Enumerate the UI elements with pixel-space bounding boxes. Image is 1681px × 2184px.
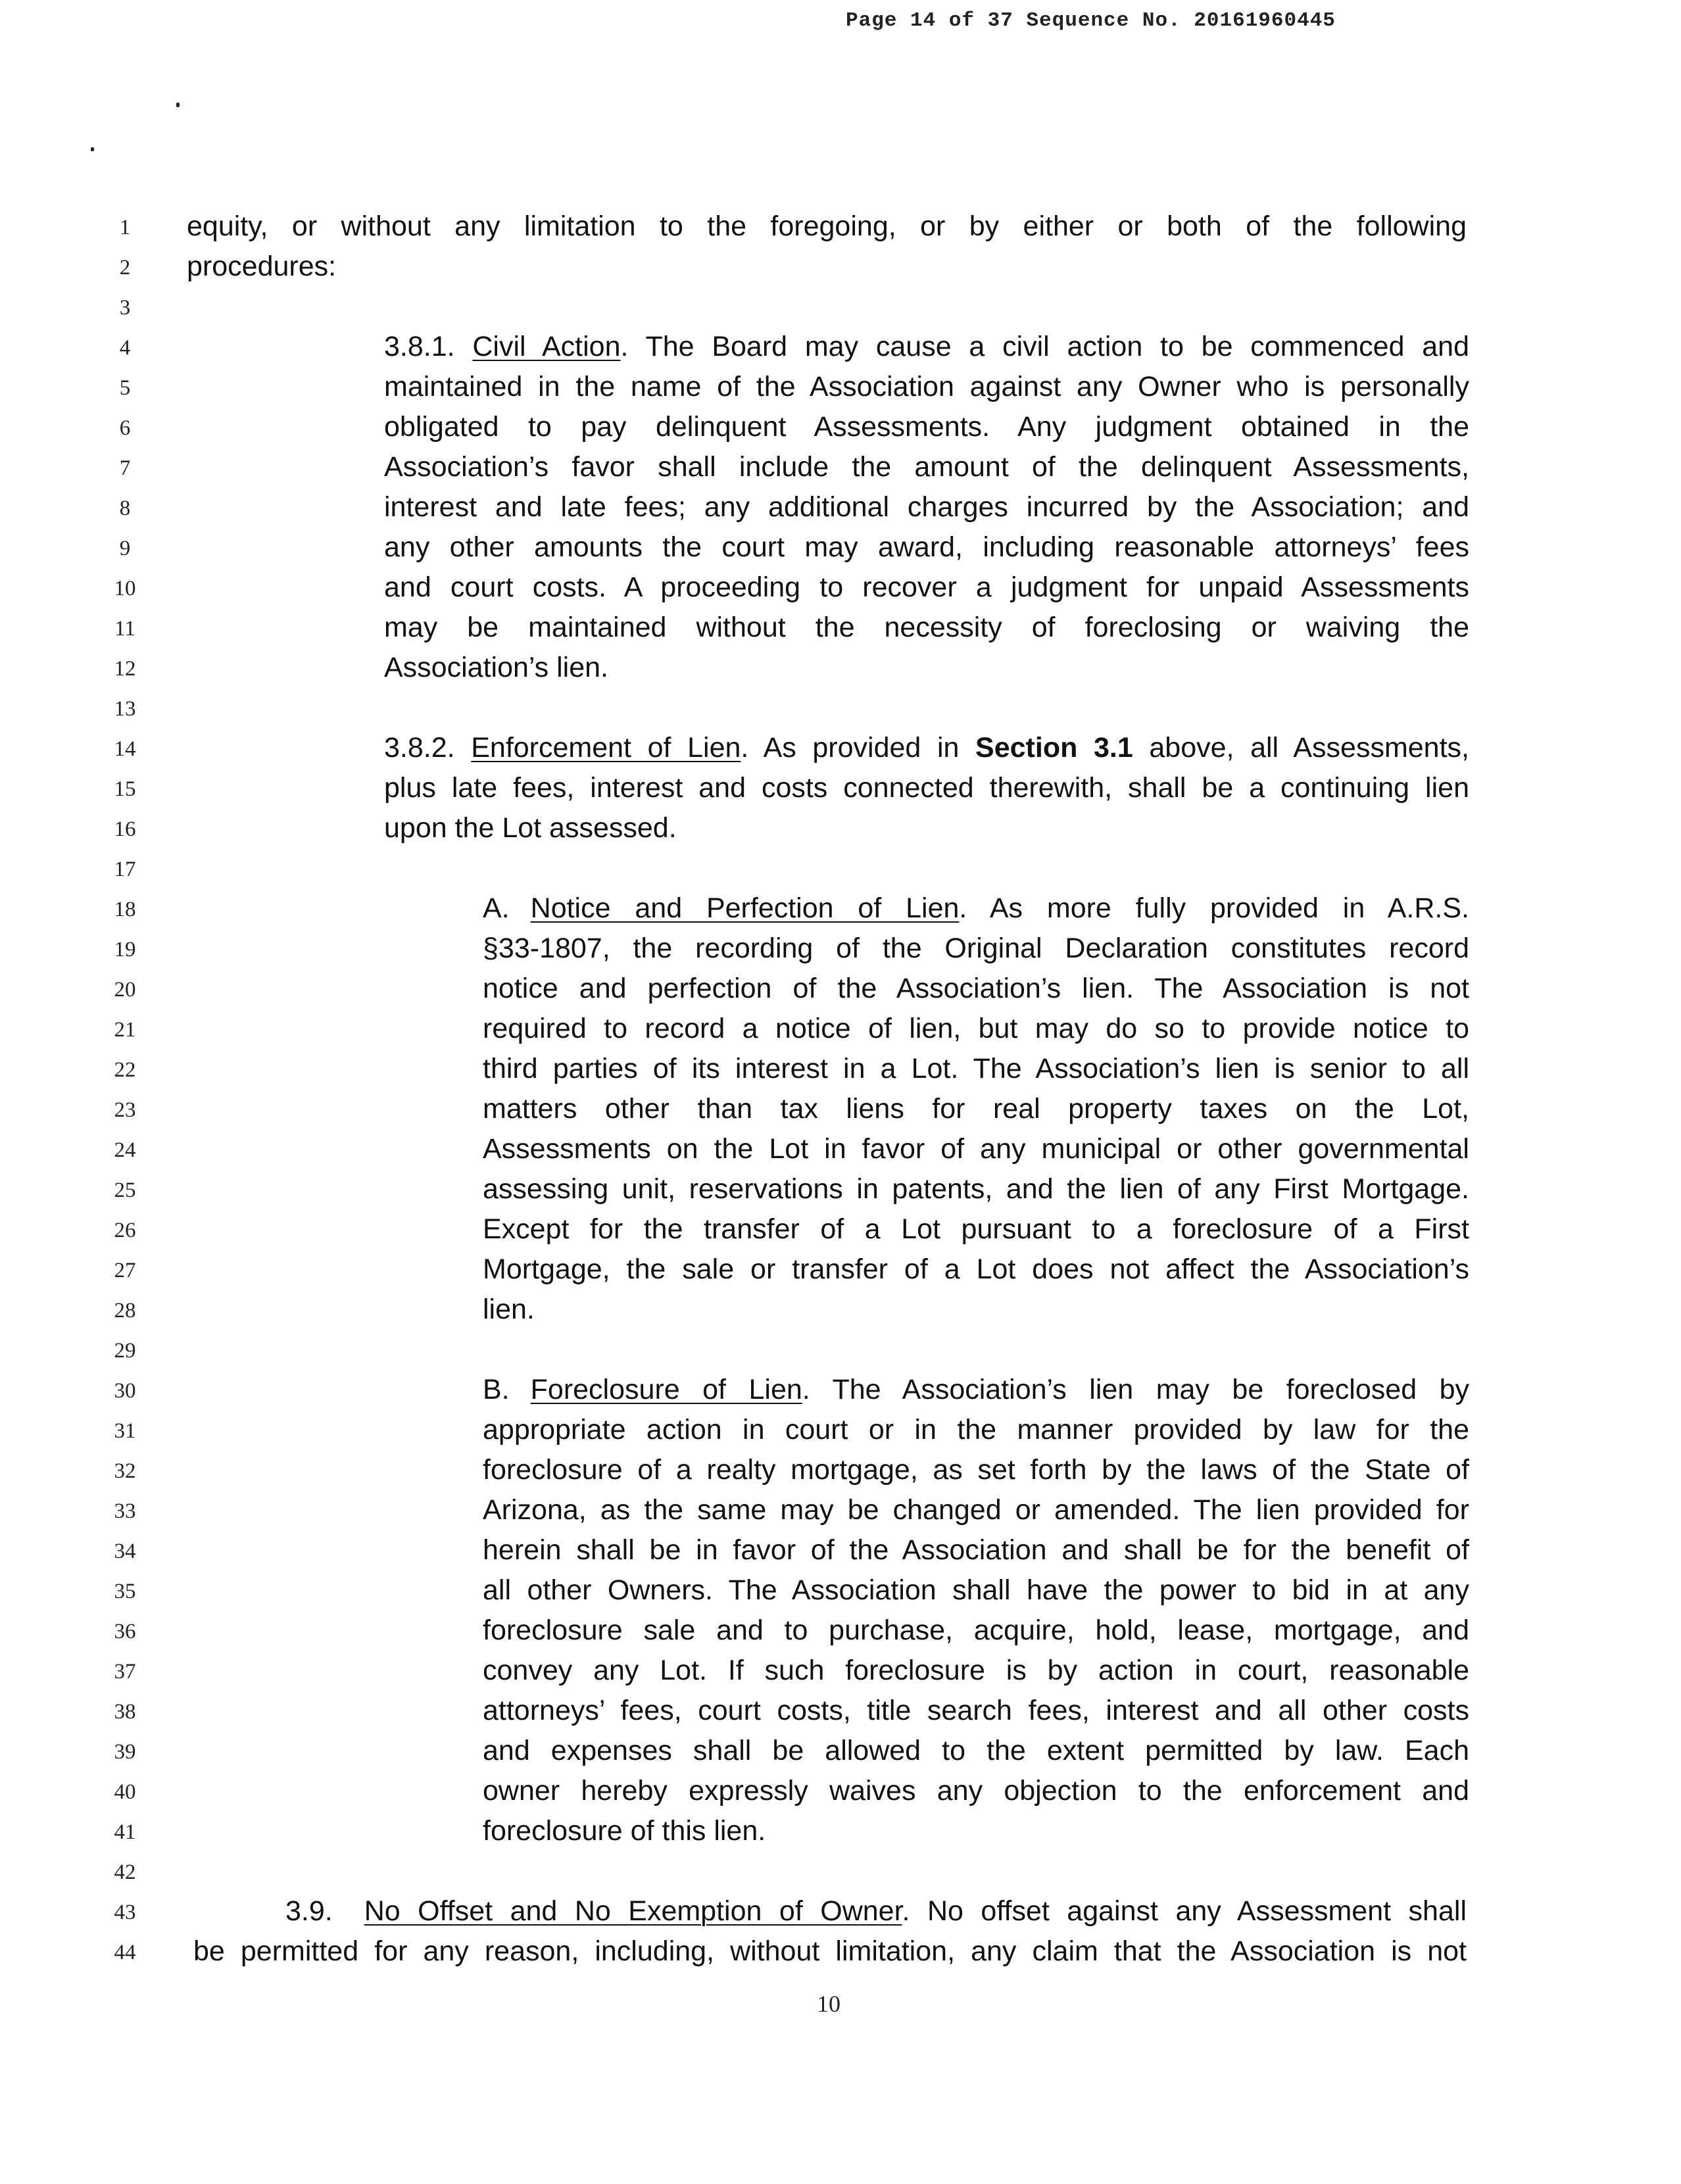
- line-number: 6: [119, 416, 131, 440]
- body-text-line: foreclosure of a realty mortgage, as set forth by the laws of the State of: [483, 1454, 1469, 1486]
- scan-speck-1: [176, 103, 180, 107]
- line-number: 39: [114, 1740, 136, 1764]
- section-title: Civil Action: [472, 331, 621, 362]
- line-number: 23: [114, 1098, 136, 1122]
- body-text-line: foreclosure of this lien.: [483, 1815, 766, 1847]
- line-number: 5: [119, 376, 131, 400]
- section-3-9-heading-line: [285, 1890, 1467, 1932]
- line-number: 43: [114, 1901, 136, 1924]
- body-text-line: any other amounts the court may award, including reasonable attorneys’ fees: [384, 531, 1469, 563]
- body-text-line: herein shall be in favor of the Association and shall be for the benefit of: [483, 1534, 1469, 1566]
- body-text-line: all other Owners. The Association shall have the power to bid in at any: [483, 1574, 1469, 1606]
- line-number: 44: [114, 1941, 136, 1964]
- subsection-text: . As more fully provided in A.R.S.: [959, 892, 1469, 924]
- subsection-letter: A.: [483, 892, 510, 924]
- line-number: 28: [114, 1299, 136, 1323]
- line-number: 26: [114, 1219, 136, 1242]
- body-text-line: Except for the transfer of a Lot pursuant to a foreclosure of a First: [483, 1213, 1469, 1245]
- page-sequence-header: Page 14 of 37 Sequence No. 20161960445: [846, 9, 1336, 32]
- body-text-line: interest and late fees; any additional charges incurred by the Association; and: [384, 491, 1469, 523]
- body-text-line: assessing unit, reservations in patents, and the lien of any First Mortgage.: [483, 1173, 1469, 1205]
- line-number: 11: [114, 617, 135, 641]
- body-text-line: plus late fees, interest and costs connected therewith, shall be a continuing lien: [384, 772, 1469, 804]
- body-text-line: equity, or without any limitation to the foregoing, or by either or both of the following: [187, 210, 1467, 242]
- section-number: 3.9.: [285, 1895, 333, 1927]
- line-number: 38: [114, 1700, 136, 1724]
- line-number: 25: [114, 1178, 136, 1202]
- line-number: 33: [114, 1499, 136, 1523]
- line-number: 21: [114, 1018, 136, 1042]
- line-number: 22: [114, 1058, 136, 1082]
- line-number: 18: [114, 898, 136, 921]
- subsection-a-heading-line: [483, 887, 1469, 929]
- body-text-line: lien.: [483, 1294, 535, 1325]
- body-text-line: Arizona, as the same may be changed or amended. The lien provided for: [483, 1494, 1469, 1526]
- line-number: 7: [119, 456, 131, 480]
- section-text: above, all Assessments,: [1133, 732, 1469, 764]
- line-number: 19: [114, 938, 136, 961]
- line-number: 9: [119, 537, 131, 560]
- line-number: 31: [114, 1419, 136, 1443]
- scan-speck-2: [91, 147, 94, 151]
- body-text-line: Association’s lien.: [384, 652, 608, 683]
- line-number: 8: [119, 497, 131, 520]
- body-text-line: and court costs. A proceeding to recover a judgment for unpaid Assessments: [384, 571, 1469, 603]
- line-number: 35: [114, 1580, 136, 1603]
- section-text: . As provided in: [741, 732, 976, 764]
- body-text-line: Association’s favor shall include the amount of the delinquent Assessments,: [384, 451, 1469, 483]
- body-text-line: convey any Lot. If such foreclosure is by action in court, reasonable: [483, 1655, 1469, 1686]
- body-text-line: foreclosure sale and to purchase, acquire, hold, lease, mortgage, and: [483, 1614, 1469, 1646]
- line-number: 4: [119, 336, 131, 360]
- body-text-line: appropriate action in court or in the manner provided by law for the: [483, 1414, 1469, 1445]
- body-text-line: required to record a notice of lien, but may do so to provide notice to: [483, 1013, 1469, 1044]
- body-text-line: obligated to pay delinquent Assessments. Any judgment obtained in the: [384, 411, 1469, 443]
- body-text-line: Assessments on the Lot in favor of any municipal or other governmental: [483, 1133, 1469, 1165]
- body-text-line: maintained in the name of the Association against any Owner who is personally: [384, 371, 1469, 402]
- section-reference: Section 3.1: [975, 732, 1133, 764]
- body-text-line: notice and perfection of the Association’s lien. The Association is not: [483, 973, 1469, 1004]
- line-number: 15: [114, 777, 136, 801]
- page-number: 10: [817, 1991, 840, 2017]
- section-text: . No offset against any Assessment shall: [902, 1895, 1467, 1927]
- line-number: 1: [119, 216, 131, 239]
- line-number: 34: [114, 1540, 136, 1563]
- line-number: 36: [114, 1620, 136, 1643]
- section-title: No Offset and No Exemption of Owner: [364, 1895, 902, 1927]
- body-text-line: §33-1807, the recording of the Original Declaration constitutes record: [483, 933, 1469, 964]
- section-number: 3.8.2.: [384, 732, 455, 764]
- line-number: 29: [114, 1339, 136, 1363]
- subsection-b-heading-line: [483, 1369, 1469, 1411]
- body-text-line: third parties of its interest in a Lot. The Association’s lien is senior to all: [483, 1053, 1469, 1084]
- page-header: [846, 9, 1503, 42]
- line-number: 16: [114, 817, 136, 841]
- body-text-line: matters other than tax liens for real property taxes on the Lot,: [483, 1093, 1469, 1125]
- body-text-line: procedures:: [187, 251, 337, 282]
- line-number: 14: [114, 737, 136, 761]
- section-number: 3.8.1.: [384, 331, 455, 362]
- section-3-8-1-heading-line: [384, 326, 1469, 368]
- subsection-title: Notice and Perfection of Lien: [530, 892, 960, 924]
- line-number: 3: [119, 296, 131, 320]
- line-number: 30: [114, 1379, 136, 1403]
- body-text-line: and expenses shall be allowed to the extent permitted by law. Each: [483, 1735, 1469, 1766]
- line-number: 42: [114, 1860, 136, 1884]
- section-3-8-2-heading-line: [384, 727, 1469, 769]
- line-number: 32: [114, 1459, 136, 1483]
- body-text-line: upon the Lot assessed.: [384, 812, 677, 844]
- body-text-line: Mortgage, the sale or transfer of a Lot does not affect the Association’s: [483, 1253, 1469, 1285]
- line-number: 24: [114, 1138, 136, 1162]
- section-title: Enforcement of Lien: [471, 732, 741, 764]
- body-text-line: attorneys’ fees, court costs, title search fees, interest and all other costs: [483, 1695, 1469, 1726]
- body-text-line: be permitted for any reason, including, without limitation, any claim that the Association is not: [193, 1935, 1467, 1967]
- line-number: 27: [114, 1259, 136, 1282]
- subsection-text: . The Association’s lien may be foreclosed by: [802, 1374, 1469, 1405]
- body-text-line: owner hereby expressly waives any objection to the enforcement and: [483, 1775, 1469, 1807]
- line-number: 17: [114, 858, 136, 881]
- line-number: 12: [114, 657, 136, 681]
- section-text: . The Board may cause a civil action to be commenced and: [620, 331, 1470, 362]
- line-number: 20: [114, 978, 136, 1002]
- line-number: 40: [114, 1780, 136, 1804]
- subsection-letter: B.: [483, 1374, 510, 1405]
- line-number: 37: [114, 1660, 136, 1684]
- subsection-title: Foreclosure of Lien: [530, 1374, 802, 1405]
- line-number: 10: [114, 577, 136, 600]
- line-number: 13: [114, 697, 136, 721]
- line-number: 41: [114, 1820, 136, 1844]
- body-text-line: may be maintained without the necessity of foreclosing or waiving the: [384, 612, 1469, 643]
- line-number: 2: [119, 256, 131, 279]
